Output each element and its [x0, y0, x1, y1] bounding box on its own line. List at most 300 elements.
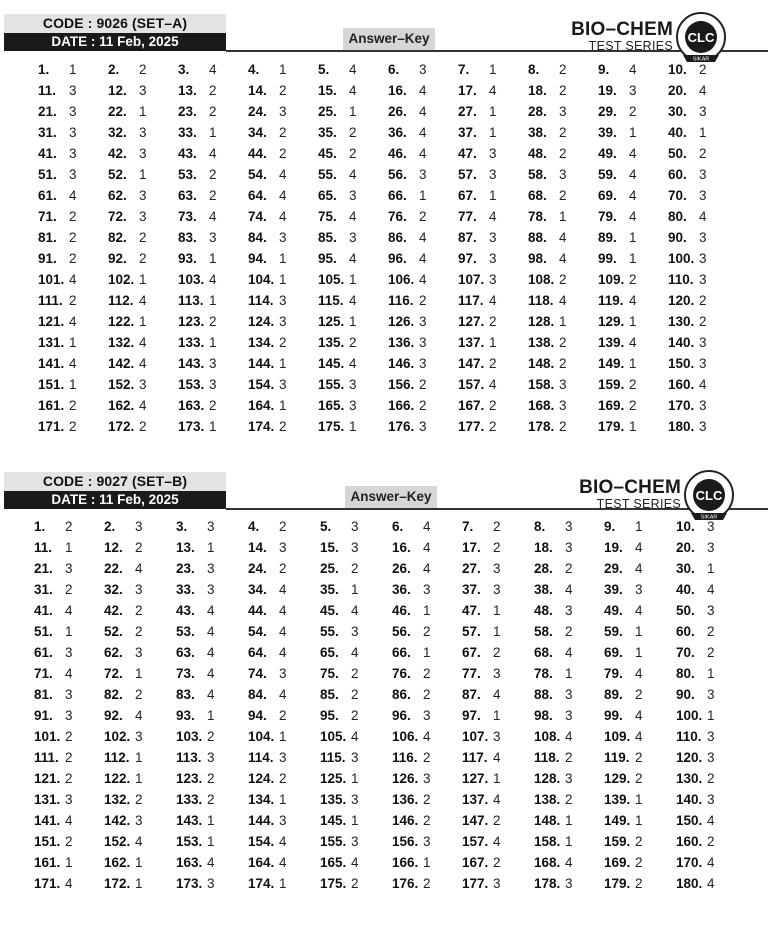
question-number: 20. [676, 540, 695, 555]
question-number: 45. [318, 146, 337, 161]
answer-option: 2 [699, 314, 707, 329]
question-number: 165. [318, 398, 345, 413]
answer-option: 4 [65, 813, 73, 828]
question-number: 139. [604, 792, 631, 807]
answer-row [0, 374, 768, 395]
answer-option: 4 [209, 146, 217, 161]
answer-option: 4 [419, 83, 427, 98]
code-date-box [4, 472, 226, 509]
answer-option: 4 [279, 687, 287, 702]
question-number: 173. [176, 876, 203, 891]
question-number: 148. [534, 813, 561, 828]
question-number: 57. [458, 167, 477, 182]
answer-option: 3 [419, 167, 427, 182]
answer-option: 4 [419, 251, 427, 266]
question-number: 70. [676, 645, 695, 660]
answer-option: 1 [351, 813, 359, 828]
question-number: 161. [38, 398, 65, 413]
answer-option: 3 [351, 792, 359, 807]
question-number: 116. [388, 293, 414, 308]
answer-option: 3 [707, 519, 715, 534]
answer-option: 3 [351, 540, 359, 555]
answer-option: 2 [135, 624, 143, 639]
answer-option: 2 [279, 561, 287, 576]
answer-row [0, 269, 768, 290]
brand-title: BIO–CHEM [571, 19, 673, 40]
answer-option: 3 [139, 125, 147, 140]
answer-option: 3 [279, 314, 287, 329]
question-number: 26. [388, 104, 407, 119]
answer-option: 2 [635, 750, 643, 765]
question-number: 144. [248, 813, 275, 828]
answer-option: 4 [419, 125, 427, 140]
question-number: 33. [178, 125, 197, 140]
question-number: 18. [534, 540, 553, 555]
question-number: 168. [528, 398, 555, 413]
answer-option: 3 [565, 519, 573, 534]
question-number: 47. [458, 146, 477, 161]
question-number: 124. [248, 771, 275, 786]
question-number: 94. [248, 708, 267, 723]
question-number: 180. [668, 419, 695, 434]
answer-option: 3 [419, 356, 427, 371]
answer-option: 3 [423, 771, 431, 786]
answer-option: 2 [349, 146, 357, 161]
question-number: 30. [668, 104, 687, 119]
answer-option: 3 [279, 750, 287, 765]
answer-option: 4 [559, 230, 567, 245]
answer-option: 1 [489, 188, 497, 203]
answer-option: 2 [207, 729, 215, 744]
answer-option: 1 [635, 519, 643, 534]
answer-option: 4 [635, 708, 643, 723]
question-number: 78. [534, 666, 553, 681]
answer-option: 4 [707, 582, 715, 597]
answer-option: 4 [65, 603, 73, 618]
answer-option: 2 [423, 624, 431, 639]
answer-option: 1 [135, 666, 143, 681]
question-number: 132. [104, 792, 131, 807]
answer-option: 2 [707, 771, 715, 786]
question-number: 129. [604, 771, 631, 786]
answer-row [0, 353, 768, 374]
question-number: 150. [676, 813, 703, 828]
brand-block [563, 478, 681, 511]
question-number: 112. [108, 293, 134, 308]
question-number: 64. [248, 645, 267, 660]
answer-option: 4 [279, 624, 287, 639]
question-number: 20. [668, 83, 687, 98]
question-number: 2. [104, 519, 116, 534]
svg-text:SIKAR: SIKAR [700, 514, 718, 521]
answer-option: 4 [279, 209, 287, 224]
question-number: 144. [248, 356, 275, 371]
question-number: 134. [248, 792, 275, 807]
answer-option: 3 [135, 729, 143, 744]
question-number: 62. [108, 188, 127, 203]
question-number: 166. [392, 855, 419, 870]
question-number: 59. [604, 624, 623, 639]
question-number: 150. [668, 356, 695, 371]
question-number: 44. [248, 603, 267, 618]
answer-option: 2 [489, 356, 497, 371]
question-number: 42. [104, 603, 123, 618]
answer-option: 2 [629, 398, 637, 413]
answer-option: 4 [635, 561, 643, 576]
answer-option: 3 [65, 792, 73, 807]
question-number: 44. [248, 146, 267, 161]
question-number: 152. [108, 377, 135, 392]
question-number: 54. [248, 167, 267, 182]
question-number: 61. [38, 188, 57, 203]
question-number: 111. [38, 293, 63, 308]
answer-option: 1 [565, 834, 573, 849]
question-number: 93. [176, 708, 195, 723]
question-number: 128. [534, 771, 561, 786]
question-number: 159. [598, 377, 625, 392]
answer-option: 3 [207, 876, 215, 891]
answer-option: 2 [635, 687, 643, 702]
question-number: 135. [318, 335, 345, 350]
question-number: 60. [676, 624, 695, 639]
question-number: 1. [38, 62, 50, 77]
question-number: 137. [458, 335, 485, 350]
question-number: 37. [458, 125, 477, 140]
answer-row [0, 206, 768, 227]
question-number: 93. [178, 251, 197, 266]
answer-option: 4 [349, 167, 357, 182]
question-number: 70. [668, 188, 687, 203]
brand-title: BIO–CHEM [579, 477, 681, 498]
answer-option: 4 [423, 561, 431, 576]
question-number: 148. [528, 356, 555, 371]
answer-option: 3 [635, 582, 643, 597]
question-number: 96. [392, 708, 411, 723]
answer-option: 3 [707, 750, 715, 765]
question-number: 81. [38, 230, 57, 245]
answer-option: 2 [489, 398, 497, 413]
question-number: 17. [462, 540, 481, 555]
question-number: 134. [248, 335, 275, 350]
answer-option: 2 [209, 83, 217, 98]
answer-option: 3 [559, 377, 567, 392]
question-number: 113. [176, 750, 202, 765]
question-number: 146. [392, 813, 419, 828]
answer-option: 1 [493, 708, 501, 723]
answer-option: 2 [559, 356, 567, 371]
answer-option: 4 [629, 335, 637, 350]
question-number: 105. [318, 272, 345, 287]
question-number: 121. [38, 314, 65, 329]
answer-option: 4 [707, 813, 715, 828]
question-number: 3. [176, 519, 188, 534]
answer-option: 3 [65, 708, 73, 723]
answer-option: 1 [635, 792, 643, 807]
question-number: 177. [458, 419, 485, 434]
question-number: 108. [534, 729, 561, 744]
question-number: 53. [178, 167, 197, 182]
answer-option: 3 [489, 146, 497, 161]
question-number: 53. [176, 624, 195, 639]
answer-option: 1 [349, 104, 357, 119]
answer-option: 2 [493, 813, 501, 828]
answer-option: 3 [209, 230, 217, 245]
answer-option: 3 [135, 645, 143, 660]
question-number: 8. [528, 62, 540, 77]
question-number: 178. [534, 876, 561, 891]
answer-option: 2 [423, 792, 431, 807]
svg-text:CLC: CLC [687, 30, 715, 45]
answer-option: 1 [65, 624, 73, 639]
answer-option: 4 [279, 167, 287, 182]
question-number: 12. [104, 540, 123, 555]
answer-row [0, 747, 768, 768]
question-number: 171. [38, 419, 65, 434]
question-number: 80. [676, 666, 695, 681]
question-number: 173. [178, 419, 205, 434]
question-number: 87. [462, 687, 481, 702]
answer-option: 1 [207, 708, 215, 723]
question-number: 45. [320, 603, 339, 618]
answer-row [0, 768, 768, 789]
answer-option: 4 [69, 356, 77, 371]
answer-option: 3 [629, 83, 637, 98]
answer-option: 2 [629, 272, 637, 287]
answer-option: 3 [423, 834, 431, 849]
question-number: 8. [534, 519, 546, 534]
question-number: 52. [108, 167, 127, 182]
answer-option: 2 [135, 603, 143, 618]
answer-option: 1 [207, 834, 215, 849]
question-number: 172. [104, 876, 131, 891]
answer-option: 2 [635, 876, 643, 891]
question-number: 9. [604, 519, 616, 534]
answer-option: 4 [493, 792, 501, 807]
answer-row [0, 810, 768, 831]
answer-option: 2 [209, 188, 217, 203]
answer-option: 2 [139, 62, 147, 77]
question-number: 175. [318, 419, 345, 434]
answer-option: 1 [635, 813, 643, 828]
answer-option: 4 [349, 356, 357, 371]
answer-option: 4 [351, 855, 359, 870]
question-number: 21. [34, 561, 53, 576]
question-number: 140. [668, 335, 695, 350]
question-number: 160. [676, 834, 703, 849]
question-number: 35. [320, 582, 339, 597]
answer-option: 1 [279, 356, 287, 371]
answer-option: 3 [489, 272, 497, 287]
question-number: 76. [392, 666, 411, 681]
answer-option: 3 [351, 750, 359, 765]
answer-option: 4 [135, 708, 143, 723]
answer-row [0, 873, 768, 894]
answer-option: 3 [489, 230, 497, 245]
question-number: 73. [178, 209, 197, 224]
answer-option: 4 [351, 603, 359, 618]
answer-row [0, 831, 768, 852]
answer-option: 2 [423, 750, 431, 765]
question-number: 49. [604, 603, 623, 618]
question-number: 14. [248, 540, 267, 555]
question-number: 170. [668, 398, 695, 413]
question-number: 121. [34, 771, 61, 786]
answer-option: 2 [349, 125, 357, 140]
question-number: 100. [676, 708, 703, 723]
answer-option: 3 [135, 519, 143, 534]
answer-row [0, 143, 768, 164]
question-number: 64. [248, 188, 267, 203]
answer-option: 2 [707, 624, 715, 639]
question-number: 15. [318, 83, 337, 98]
question-number: 174. [248, 876, 275, 891]
question-number: 142. [104, 813, 131, 828]
question-number: 111. [34, 750, 59, 765]
question-number: 112. [104, 750, 130, 765]
answer-option: 3 [69, 83, 77, 98]
answer-option: 4 [279, 582, 287, 597]
answer-option: 2 [65, 771, 73, 786]
question-number: 138. [528, 335, 555, 350]
answer-option: 3 [559, 167, 567, 182]
answer-option: 2 [559, 188, 567, 203]
answer-option: 4 [423, 519, 431, 534]
answer-option: 1 [135, 750, 143, 765]
answer-option: 4 [629, 146, 637, 161]
answer-option: 2 [635, 855, 643, 870]
answer-option: 1 [629, 251, 637, 266]
question-number: 1. [34, 519, 46, 534]
question-number: 97. [458, 251, 477, 266]
question-number: 164. [248, 855, 275, 870]
answer-row [0, 248, 768, 269]
answer-option: 4 [207, 855, 215, 870]
question-number: 81. [34, 687, 53, 702]
question-number: 114. [248, 750, 274, 765]
question-number: 67. [458, 188, 477, 203]
question-number: 34. [248, 125, 267, 140]
question-number: 56. [388, 167, 407, 182]
answer-option: 4 [707, 855, 715, 870]
answer-row [0, 395, 768, 416]
answer-option: 4 [629, 167, 637, 182]
question-number: 128. [528, 314, 555, 329]
answer-row [0, 579, 768, 600]
answer-option: 2 [559, 62, 567, 77]
answer-option: 4 [699, 377, 707, 392]
answer-option: 2 [351, 687, 359, 702]
answer-option: 2 [65, 582, 73, 597]
question-number: 154. [248, 377, 275, 392]
question-number: 32. [108, 125, 127, 140]
question-number: 82. [104, 687, 123, 702]
question-number: 60. [668, 167, 687, 182]
question-number: 153. [178, 377, 205, 392]
answer-option: 4 [69, 272, 77, 287]
answer-row [0, 101, 768, 122]
question-number: 66. [388, 188, 407, 203]
exam-date: DATE : 11 Feb, 2025 [4, 33, 226, 51]
answer-option: 1 [69, 335, 77, 350]
answer-option: 1 [629, 314, 637, 329]
answer-option: 4 [209, 209, 217, 224]
question-number: 141. [34, 813, 61, 828]
question-number: 104. [248, 272, 275, 287]
answer-option: 2 [135, 687, 143, 702]
answer-option: 1 [279, 729, 287, 744]
question-number: 143. [176, 813, 203, 828]
question-number: 22. [104, 561, 123, 576]
answer-row [0, 852, 768, 873]
question-number: 71. [34, 666, 53, 681]
answer-option: 3 [699, 167, 707, 182]
question-number: 83. [178, 230, 197, 245]
question-number: 133. [178, 335, 205, 350]
answer-option: 4 [139, 293, 147, 308]
question-number: 5. [320, 519, 332, 534]
answer-option: 4 [565, 645, 573, 660]
answer-option: 3 [139, 83, 147, 98]
question-number: 36. [388, 125, 407, 140]
answer-row [0, 726, 768, 747]
question-number: 178. [528, 419, 555, 434]
answer-option: 1 [565, 666, 573, 681]
answer-key-label: Answer–Key [345, 486, 437, 508]
answer-option: 3 [279, 293, 287, 308]
answer-row [0, 663, 768, 684]
answer-option: 3 [699, 419, 707, 434]
question-number: 74. [248, 666, 267, 681]
question-number: 86. [392, 687, 411, 702]
paper-code: CODE : 9026 (SET–A) [4, 14, 226, 33]
question-number: 105. [320, 729, 347, 744]
answer-option: 2 [351, 561, 359, 576]
answer-option: 4 [493, 834, 501, 849]
answer-row [0, 122, 768, 143]
question-number: 156. [392, 834, 419, 849]
question-number: 88. [528, 230, 547, 245]
question-number: 169. [598, 398, 625, 413]
question-number: 92. [108, 251, 127, 266]
question-number: 107. [462, 729, 489, 744]
answer-option: 4 [349, 62, 357, 77]
question-number: 37. [462, 582, 481, 597]
question-number: 129. [598, 314, 625, 329]
question-number: 25. [320, 561, 339, 576]
answer-option: 2 [707, 645, 715, 660]
answer-option: 2 [493, 645, 501, 660]
answer-option: 4 [489, 83, 497, 98]
answer-row [0, 332, 768, 353]
question-number: 167. [462, 855, 489, 870]
question-number: 29. [598, 104, 617, 119]
answer-option: 2 [349, 335, 357, 350]
question-number: 32. [104, 582, 123, 597]
question-number: 179. [604, 876, 631, 891]
answer-option: 1 [423, 603, 431, 618]
question-number: 109. [598, 272, 625, 287]
question-number: 49. [598, 146, 617, 161]
answer-option: 2 [279, 146, 287, 161]
question-number: 104. [248, 729, 275, 744]
answer-option: 3 [699, 356, 707, 371]
answer-option: 3 [135, 582, 143, 597]
svg-text:SIKAR: SIKAR [692, 56, 710, 63]
answer-option: 1 [135, 771, 143, 786]
answer-option: 4 [489, 293, 497, 308]
answer-option: 1 [279, 398, 287, 413]
question-number: 79. [598, 209, 617, 224]
